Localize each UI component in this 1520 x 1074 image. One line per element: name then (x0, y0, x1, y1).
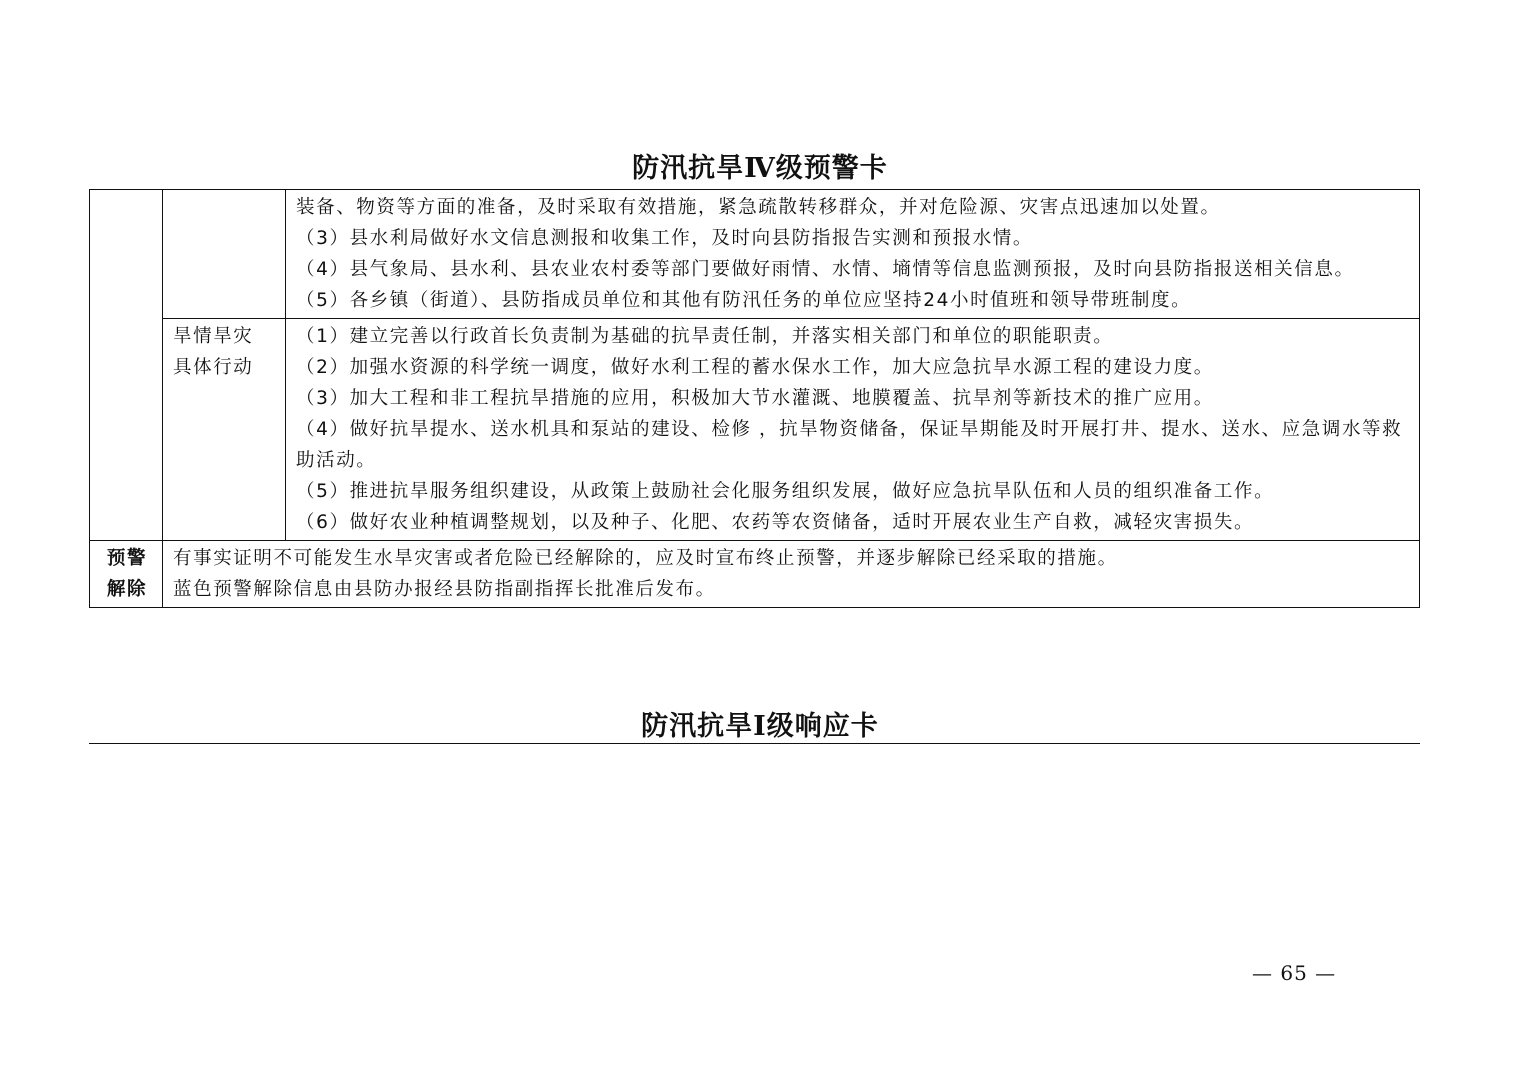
warning-release-label-line2: 解除 (106, 579, 148, 600)
empty-category-cell (163, 190, 286, 319)
drought-action-line: （1）建立完善以行政首长负责制为基础的抗旱责任制，并落实相关部门和单位的职能职责。 (296, 326, 1114, 347)
card-title-level1-response: 防汛抗旱Ⅰ级响应卡 (641, 711, 879, 742)
warning-release-line: 有事实证明不可能发生水旱灾害或者危险已经解除的，应及时宣布终止预警，并逐步解除已经采取的措施。 (173, 548, 1118, 569)
title-underline-divider (89, 743, 1420, 744)
drought-action-line: （3）加大工程和非工程抗旱措施的应用，积极加大节水灌溉、地膜覆盖、抗旱剂等新技术的推广应用。 (296, 388, 1214, 409)
warning-release-content-cell (163, 541, 1420, 608)
measure-line: （4）县气象局、县水利、县农业农村委等部门要做好雨情、水情、墒情等信息监测预报，及时向县防指报送相关信息。 (296, 259, 1355, 280)
warning-release-label-line1: 预警 (106, 548, 148, 569)
card-title-level4-warning: 防汛抗旱Ⅳ级预警卡 (632, 153, 888, 184)
drought-action-label-line2: 具体行动 (173, 357, 254, 378)
drought-action-label-cell (163, 319, 286, 541)
level-category-cell (90, 190, 163, 541)
measure-line: （5）各乡镇（街道）、县防指成员单位和其他有防汛任务的单位应坚持24小时值班和领导带班制度。 (296, 290, 1192, 311)
warning-card-table (89, 189, 1420, 608)
table-row-continued-measures (90, 190, 1420, 319)
drought-action-line: （5）推进抗旱服务组织建设，从政策上鼓励社会化服务组织发展，做好应急抗旱队伍和人员的组织准备工作。 (296, 481, 1275, 502)
drought-action-content-cell (286, 319, 1420, 541)
drought-action-line: （6）做好农业种植调整规划，以及种子、化肥、农药等农资储备，适时开展农业生产自救，减轻灾害损失。 (296, 512, 1255, 533)
drought-action-label-line1: 旱情旱灾 (173, 326, 254, 347)
drought-action-line: （4）做好抗旱提水、送水机具和泵站的建设、检修 ，抗旱物资储备，保证旱期能及时开展打井、提水、送水、应急调水等救助活动。 (296, 419, 1403, 471)
measure-line: 装备、物资等方面的准备，及时采取有效措施，紧急疏散转移群众，并对危险源、灾害点迅速加以处置。 (296, 197, 1221, 218)
table-row-warning-release (90, 541, 1420, 608)
drought-action-line: （2）加强水资源的科学统一调度，做好水利工程的蓄水保水工作，加大应急抗旱水源工程的建设力度。 (296, 357, 1214, 378)
warning-release-label-cell (90, 541, 163, 608)
measures-content-cell (286, 190, 1420, 319)
warning-release-line: 蓝色预警解除信息由县防办报经县防指副指挥长批准后发布。 (173, 579, 716, 600)
page-number: — 65 — (1252, 961, 1337, 985)
table-row-drought-action (90, 319, 1420, 541)
measure-line: （3）县水利局做好水文信息测报和收集工作，及时向县防指报告实测和预报水情。 (296, 228, 1033, 249)
